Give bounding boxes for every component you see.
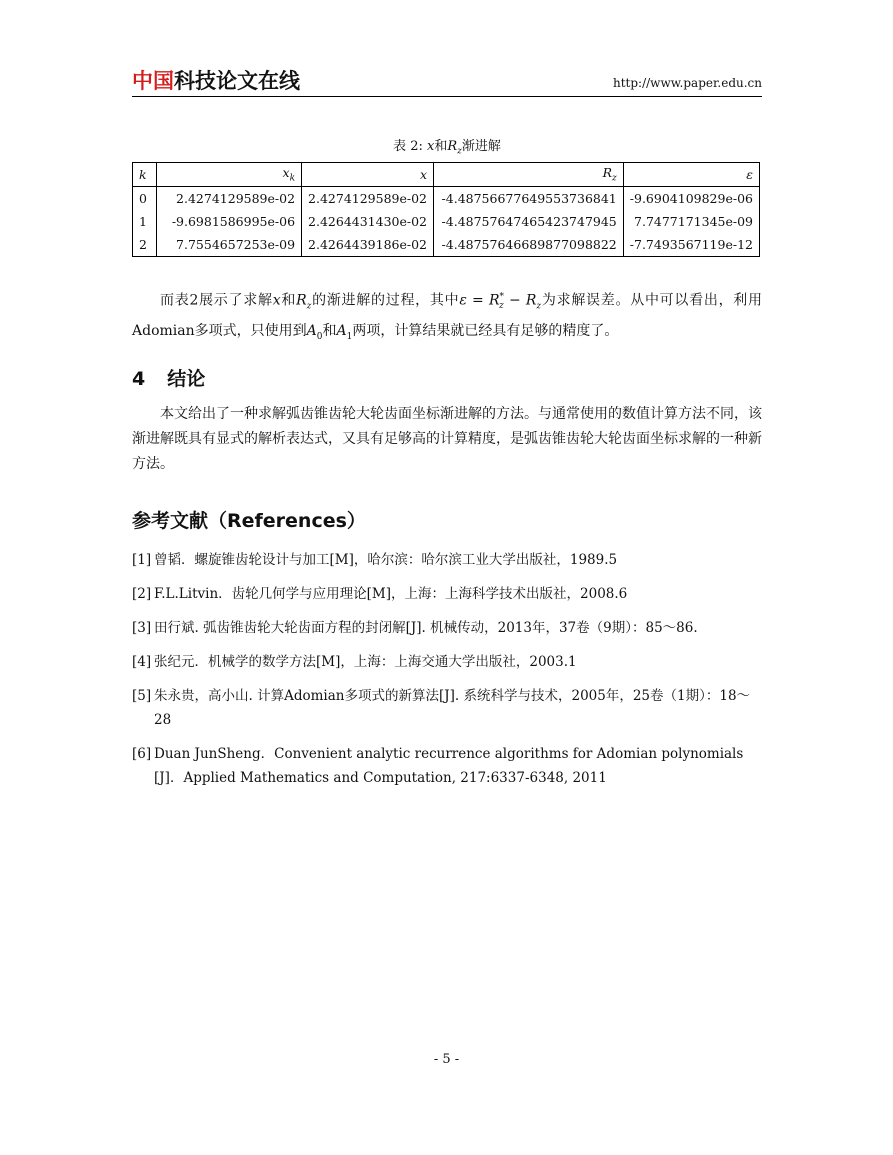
results-table <box>132 162 760 257</box>
reference-item: [2] F.L.Litvin．齿轮几何学与应用理论[M]，上海：上海科学技术出版社，2008.6 <box>132 586 628 602</box>
logo-red-text: 中国 <box>132 69 174 93</box>
table-cell: 2.4264439186e-02 <box>302 233 434 257</box>
table-row <box>133 210 760 233</box>
table-cell: -9.6981586995e-06 <box>157 210 302 233</box>
table-cell: 7.7477171345e-09 <box>623 210 759 233</box>
reference-item: [4] 张纪元．机械学的数学方法[M]，上海：上海交通大学出版社，2003.1 <box>132 654 577 670</box>
header-rz: $R_z$ <box>434 163 624 187</box>
page-number: - 5 - <box>433 1052 460 1067</box>
references-heading: 参考文献（References） <box>132 510 366 532</box>
table-cell: 2.4274129589e-02 <box>157 187 302 211</box>
reference-item: [5] 朱永贵，高小山. 计算Adomian多项式的新算法[J]. 系统科学与技术，2005年，25卷（1期）：18～28 <box>132 688 751 728</box>
caption-var-r: R <box>447 139 458 154</box>
table-cell: 0 <box>133 187 157 211</box>
table-cell: 2 <box>133 233 157 257</box>
section-number: 4 <box>132 368 146 390</box>
table-cell: -4.48757647465423747945 <box>434 210 624 233</box>
table-cell: 2.4274129589e-02 <box>302 187 434 211</box>
site-logo <box>132 68 300 94</box>
paragraph-conclusion: 本文给出了一种求解弧齿锥齿轮大轮齿面坐标渐进解的方法。与通常使用的数值计算方法不同，该渐进解既具有显式的解析表达式，又具有足够高的计算精度，是弧齿锥齿轮大轮齿面坐标求解的一种新方法。 <box>132 406 762 472</box>
table-header-row <box>133 163 760 187</box>
table-row <box>133 187 760 211</box>
section-heading-conclusion <box>132 364 205 391</box>
caption-suffix: 渐进解 <box>461 139 501 154</box>
caption-prefix: 表 2: <box>393 139 427 154</box>
header-epsilon: ε <box>623 163 759 187</box>
reference-list <box>132 548 762 800</box>
header-url: http://www.paper.edu.cn <box>612 76 762 90</box>
section-title: 结论 <box>167 368 206 390</box>
table-cell: -9.6904109829e-06 <box>623 187 759 211</box>
table-cell: -4.48756677649553736841 <box>434 187 624 211</box>
table-cell: -4.48757646689877098822 <box>434 233 624 257</box>
paragraph-table-discussion: 而表2展示了求解x和$R_z$的渐进解的过程，其中$\varepsilon = R^*_z - R_z$为求解误差。从中可以看出，利用Adomian多项式，只使用到$A_0$和$A_1$两项，计算结果就已经具有足够的精度了。 <box>132 292 763 343</box>
table-cell: 1 <box>133 210 157 233</box>
reference-item: [3] 田行斌. 弧齿锥齿轮大轮齿面方程的封闭解[J]. 机械传动，2013年，37卷（9期）：85～86. <box>132 620 698 636</box>
table-cell: 2.4264431430e-02 <box>302 210 434 233</box>
page-header <box>132 68 762 97</box>
table-cell: 7.7554657253e-09 <box>157 233 302 257</box>
header-x: x <box>302 163 434 187</box>
caption-and: 和 <box>434 139 448 154</box>
table-caption <box>132 135 762 157</box>
caption-sub: z <box>457 146 462 157</box>
table-cell: -7.7493567119e-12 <box>623 233 759 257</box>
reference-item: [1] 曾韬．螺旋锥齿轮设计与加工[M]，哈尔滨：哈尔滨工业大学出版社，1989.5 <box>132 552 618 568</box>
reference-item: [6] Duan JunSheng．Convenient analytic recurrence algorithms for Adomian polynomials [J]．Applied Mathematics and Computation, 217:6337-6348, 2011 <box>132 746 744 786</box>
table-row <box>133 233 760 257</box>
logo-black-text: 科技论文在线 <box>174 69 300 93</box>
caption-var-x: x <box>427 139 435 154</box>
header-xk: $x_k$ <box>157 163 302 187</box>
header-k: k <box>133 163 157 187</box>
